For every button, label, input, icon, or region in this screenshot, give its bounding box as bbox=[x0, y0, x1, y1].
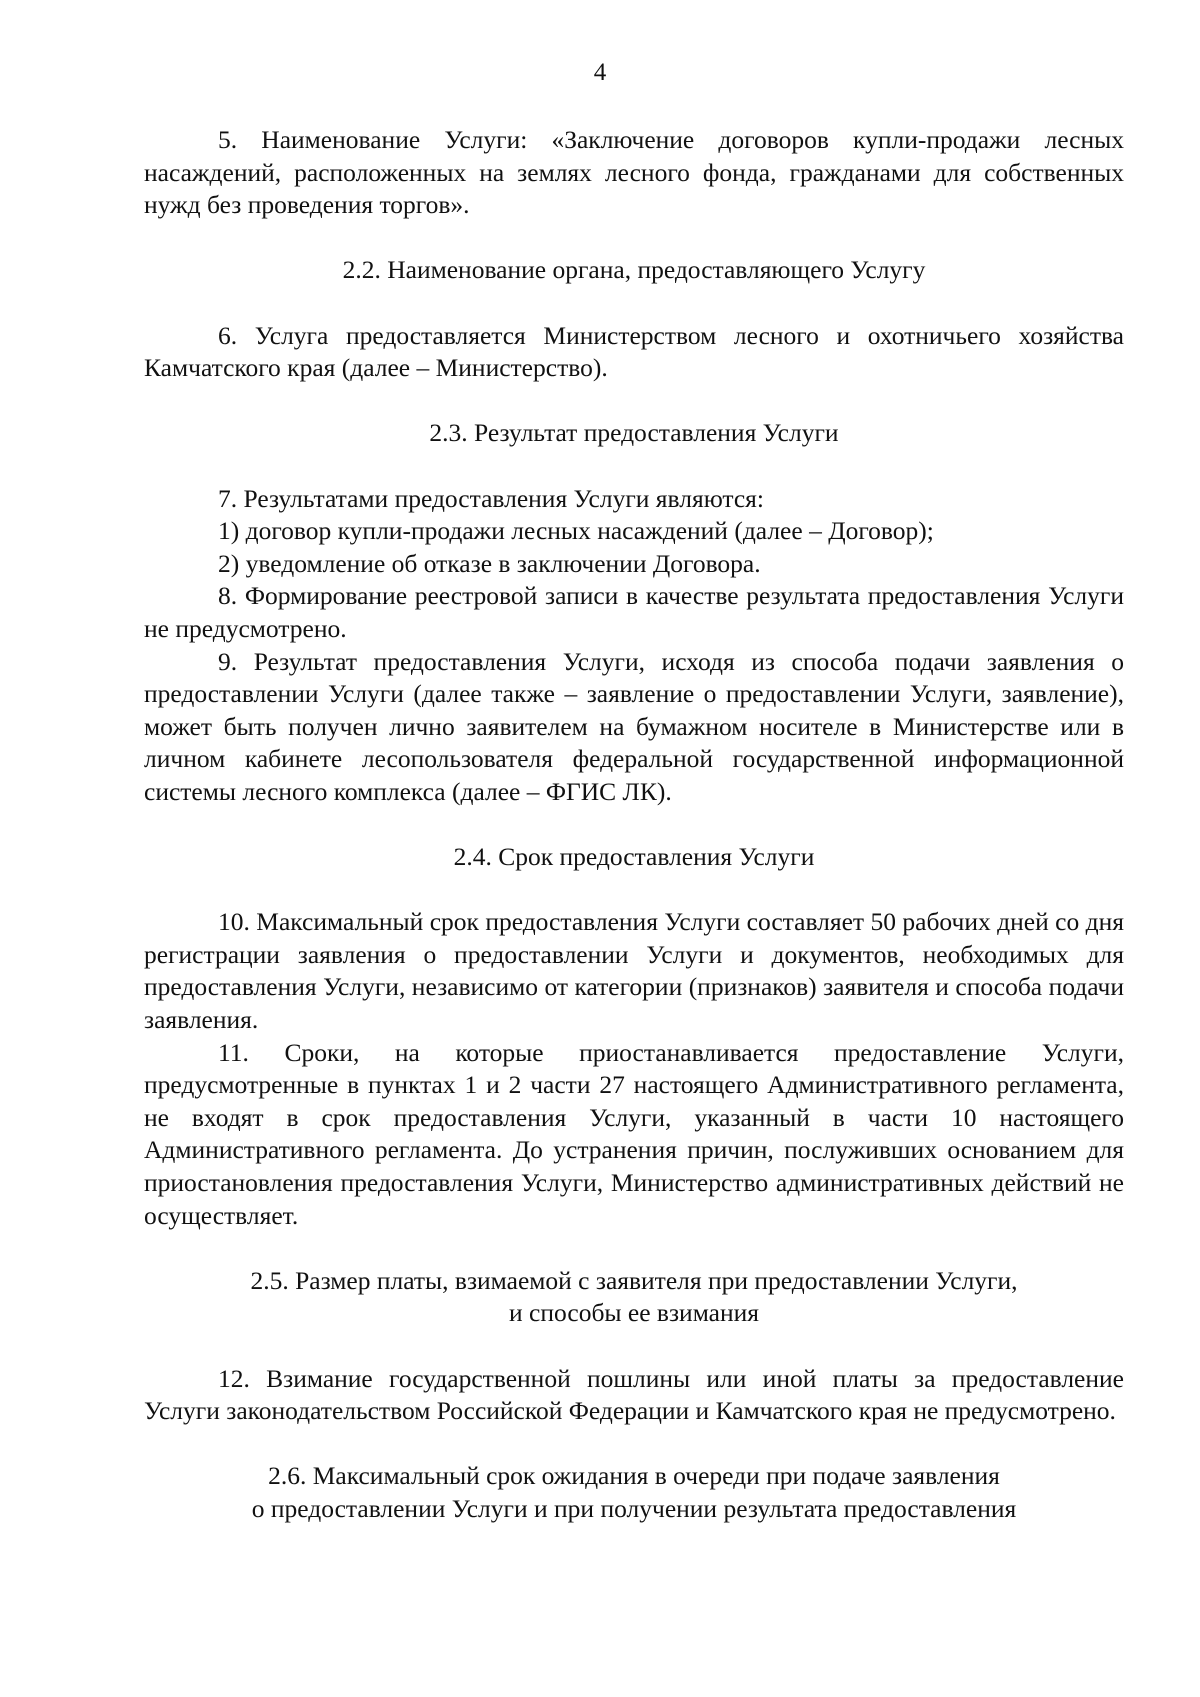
section-heading-2-3: 2.3. Результат предоставления Услуги bbox=[429, 418, 839, 448]
clause-7: 7. Результатами предоставления Услуги являются: bbox=[218, 483, 764, 513]
section-heading-2-5-line-1: 2.5. Размер платы, взимаемой с заявителя при предоставлении Услуги, bbox=[250, 1265, 1018, 1295]
spacer bbox=[144, 1428, 1124, 1461]
spacer bbox=[144, 1330, 1124, 1363]
spacer bbox=[144, 874, 1124, 907]
clause-11: 11. Сроки, на которые приостанавливается предоставление Услуги, предусмотренные в пунктах 1 и 2 части 27 настоящего Административного регламента, не входят в срок предоставления Услуги, указанный в части 10 настоящего Административного регламента. До устранения причин, послуживших основанием для приостановления предоставления Услуги, Министерство административных действий не осуществляет. bbox=[144, 1037, 1124, 1230]
document-body bbox=[144, 124, 1124, 1526]
clause-12: 12. Взимание государственной пошлины или иной платы за предоставление Услуги законодательством Российской Федерации и Камчатского края не предусмотрено. bbox=[144, 1363, 1124, 1426]
section-heading-2-6 bbox=[144, 1460, 1124, 1525]
section-heading-2-5 bbox=[144, 1265, 1124, 1330]
clause-5: 5. Наименование Услуги: «Заключение договоров купли-продажи лесных насаждений, расположенных на землях лесного фонда, гражданами для собственных нужд без проведения торгов». bbox=[144, 125, 1124, 220]
section-heading-2-4: 2.4. Срок предоставления Услуги bbox=[453, 842, 815, 872]
page-number: 4 bbox=[593, 59, 607, 86]
spacer bbox=[144, 808, 1124, 841]
spacer bbox=[144, 222, 1124, 255]
section-heading-2-5-line-2: и способы ее взимания bbox=[509, 1298, 759, 1328]
clause-6: 6. Услуга предоставляется Министерством лесного и охотничьего хозяйства Камчатского края (далее – Министерство). bbox=[144, 320, 1124, 383]
section-heading-2-6-line-2: о предоставлении Услуги и при получении результата предоставления bbox=[251, 1493, 1017, 1523]
clause-9: 9. Результат предоставления Услуги, исходя из способа подачи заявления о предоставлении Услуги (далее также – заявление о предоставлении Услуги, заявление), может быть получен лично заявителем на бумажном носителе в Министерстве или в личном кабинете лесопользователя федеральной государственной информационной системы лесного комплекса (далее – ФГИС ЛК). bbox=[144, 646, 1124, 806]
clause-7-item-2: 2) уведомление об отказе в заключении Договора. bbox=[218, 548, 761, 578]
spacer bbox=[144, 385, 1124, 418]
section-heading-2-6-line-1: 2.6. Максимальный срок ожидания в очереди при подаче заявления bbox=[268, 1461, 1000, 1491]
spacer bbox=[144, 287, 1124, 320]
spacer bbox=[144, 450, 1124, 483]
clause-10: 10. Максимальный срок предоставления Услуги составляет 50 рабочих дней со дня регистрации заявления о предоставлении Услуги и документов, необходимых для предоставления Услуги, независимо от категории (признаков) заявителя и способа подачи заявления. bbox=[144, 907, 1124, 1035]
section-heading-2-2: 2.2. Наименование органа, предоставляющего Услугу bbox=[342, 255, 926, 285]
clause-7-item-1: 1) договор купли-продажи лесных насаждений (далее – Договор); bbox=[218, 516, 934, 546]
clause-8: 8. Формирование реестровой записи в качестве результата предоставления Услуги не предусмотрено. bbox=[144, 581, 1124, 643]
spacer bbox=[144, 1232, 1124, 1265]
